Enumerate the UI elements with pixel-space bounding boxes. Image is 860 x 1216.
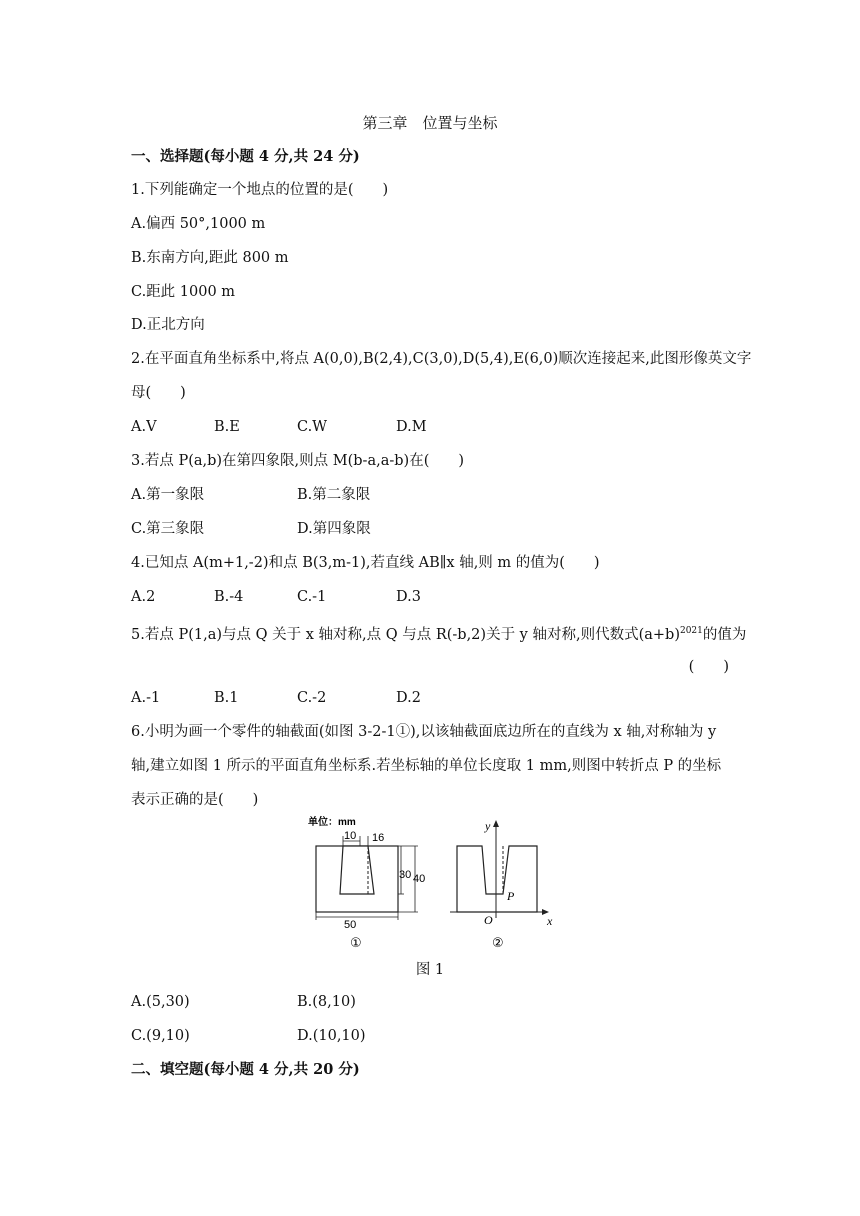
q5-option-c: C.-2	[297, 690, 327, 706]
question-2-stem-line1: 2.在平面直角坐标系中,将点 A(0,0),B(2,4),C(3,0),D(5,4),E(6,0)顺次连接起来,此图形像英文字	[131, 351, 752, 367]
section-heading-choice: 一、选择题(每小题 4 分,共 24 分)	[131, 148, 360, 165]
q2-option-a: A.V	[131, 419, 157, 435]
q5-option-d: D.2	[396, 690, 421, 706]
question-2-stem-line2: 母( )	[131, 385, 186, 401]
q5-stem-pre: 5.若点 P(1,a)与点 Q 关于 x 轴对称,点 Q 与点 R(-b,2)关于 y 轴对称,则代数式(a+b)	[131, 626, 680, 643]
q6-option-b: B.(8,10)	[297, 994, 356, 1010]
dim-50: 50	[344, 919, 357, 931]
q5-option-b: B.1	[214, 690, 239, 706]
figure-caption: 图 1	[415, 962, 445, 978]
q5-stem-post: 的值为	[702, 626, 747, 643]
page-title: 第三章 位置与坐标	[362, 114, 498, 132]
q3-option-d: D.第四象限	[297, 521, 371, 537]
fig-label-1: ①	[350, 936, 362, 951]
q3-option-a: A.第一象限	[131, 487, 205, 503]
origin-label: O	[484, 913, 493, 927]
fig-label-2: ②	[492, 936, 504, 951]
q1-option-d: D.正北方向	[131, 317, 205, 333]
question-5-stem	[131, 621, 746, 645]
q3-option-b: B.第二象限	[297, 487, 371, 503]
q4-option-d: D.3	[396, 589, 421, 605]
unit-label: 单位：mm	[308, 817, 356, 828]
q6-option-a: A.(5,30)	[131, 994, 190, 1010]
q1-option-b: B.东南方向,距此 800 m	[131, 250, 289, 266]
point-p-label: P	[507, 889, 515, 903]
q5-option-a: A.-1	[131, 690, 161, 706]
q5-answer-paren: ( )	[688, 659, 729, 675]
question-1-stem: 1.下列能确定一个地点的位置的是( )	[131, 182, 389, 198]
q4-option-a: A.2	[131, 589, 156, 605]
q3-option-c: C.第三象限	[131, 521, 205, 537]
q2-option-b: B.E	[214, 419, 240, 435]
q5-exponent: 2021	[679, 626, 703, 636]
fig1-slot	[340, 846, 374, 894]
dim-10: 10	[344, 830, 357, 842]
q6-option-c: C.(9,10)	[131, 1028, 190, 1044]
question-3-stem: 3.若点 P(a,b)在第四象限,则点 M(b-a,a-b)在( )	[131, 453, 465, 469]
question-4-stem: 4.已知点 A(m+1,-2)和点 B(3,m-1),若直线 AB∥x 轴,则 m 的值为( )	[131, 555, 600, 571]
question-6-stem-line1: 6.小明为画一个零件的轴截面(如图 3-2-1①),以该轴截面底边所在的直线为 x 轴,对称轴为 y	[131, 724, 717, 740]
q2-option-d: D.M	[396, 419, 427, 435]
dim-30: 30	[399, 869, 412, 881]
question-6-stem-line3: 表示正确的是( )	[131, 792, 259, 808]
y-axis-label: y	[485, 819, 491, 833]
q6-option-d: D.(10,10)	[297, 1028, 366, 1044]
section-heading-fill-in: 二、填空题(每小题 4 分,共 20 分)	[131, 1061, 360, 1078]
fig2-part-outline	[457, 846, 537, 912]
q1-option-a: A.偏西 50°,1000 m	[131, 216, 266, 232]
dim-16: 16	[372, 832, 385, 844]
q2-option-c: C.W	[297, 419, 328, 435]
q4-option-c: C.-1	[297, 589, 327, 605]
x-axis-label: x	[547, 914, 553, 928]
part-cross-section-figure	[300, 814, 570, 954]
q1-option-c: C.距此 1000 m	[131, 284, 236, 300]
dim-40: 40	[413, 873, 426, 885]
q4-option-b: B.-4	[214, 589, 244, 605]
question-6-stem-line2: 轴,建立如图 1 所示的平面直角坐标系.若坐标轴的单位长度取 1 mm,则图中转折点 P 的坐标	[131, 758, 722, 774]
